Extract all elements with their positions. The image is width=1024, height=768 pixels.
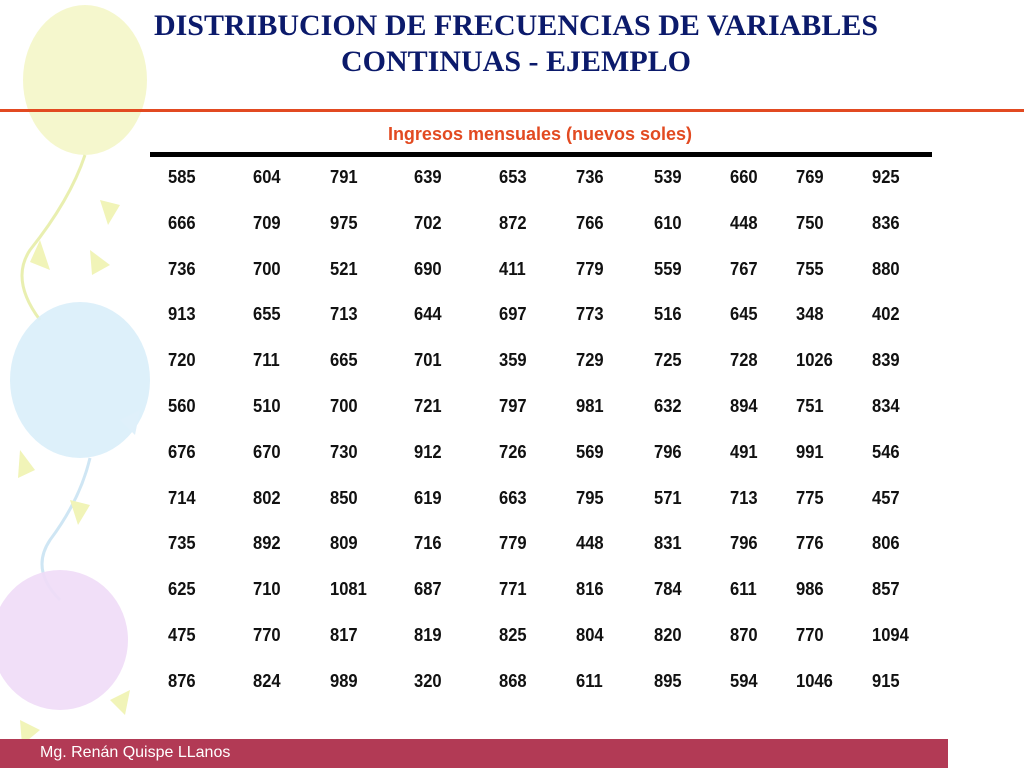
table-row: [150, 157, 932, 203]
table-cell: 880: [872, 258, 900, 279]
table-cell: 702: [414, 212, 442, 233]
table-row: [150, 661, 932, 707]
table-cell: 770: [253, 624, 281, 645]
table-cell: 791: [330, 167, 358, 187]
table-cell: 797: [499, 395, 527, 416]
table-cell: 713: [330, 304, 358, 325]
table-cell: 516: [654, 304, 682, 325]
table-cell: 729: [576, 350, 604, 371]
table-cell: 655: [253, 304, 281, 325]
table-caption: Ingresos mensuales (nuevos soles): [387, 124, 693, 144]
table-cell: 539: [654, 167, 682, 187]
table-cell: 448: [576, 533, 604, 554]
table-cell: 665: [330, 350, 358, 371]
table-cell: 872: [499, 212, 527, 233]
slide-title-line-2: CONTINUAS - EJEMPLO: [340, 45, 692, 78]
table-cell: 836: [872, 212, 900, 233]
table-cell: 710: [253, 579, 281, 600]
table-cell: 348: [796, 304, 824, 325]
table-cell: 713: [730, 487, 758, 508]
table-cell: 770: [796, 624, 824, 645]
table-cell: 817: [330, 624, 358, 645]
table-cell: 986: [796, 579, 824, 600]
table-cell: 795: [576, 487, 604, 508]
footer-author: Mg. Renán Quispe LLanos: [40, 744, 231, 761]
table-cell: 1081: [330, 579, 367, 600]
table-cell: 730: [330, 441, 358, 462]
table-cell: 709: [253, 212, 281, 233]
table-row: [150, 523, 932, 569]
table-cell: 796: [730, 533, 758, 554]
table-cell: 701: [414, 350, 442, 371]
table-cell: 521: [330, 258, 358, 279]
table-cell: 831: [654, 533, 682, 554]
income-data-table: [150, 157, 932, 707]
table-cell: 700: [253, 258, 281, 279]
table-cell: 868: [499, 670, 527, 691]
table-cell: 714: [168, 487, 196, 508]
table-row: [150, 615, 932, 661]
table-cell: 779: [499, 533, 527, 554]
table-cell: 975: [330, 212, 358, 233]
table-cell: 876: [168, 670, 196, 691]
table-cell: 619: [414, 487, 442, 508]
table-cell: 359: [499, 350, 527, 371]
table-row: [150, 203, 932, 249]
table-cell: 912: [414, 441, 442, 462]
table-cell: 726: [499, 441, 527, 462]
table-cell: 546: [872, 441, 900, 462]
table-cell: 690: [414, 258, 442, 279]
table-cell: 720: [168, 350, 196, 371]
table-cell: 491: [730, 441, 758, 462]
table-cell: 870: [730, 624, 758, 645]
table-cell: 604: [253, 167, 281, 187]
table-cell: 784: [654, 579, 682, 600]
table-cell: 645: [730, 304, 758, 325]
table-cell: 687: [414, 579, 442, 600]
table-cell: 925: [872, 167, 900, 187]
table-cell: 981: [576, 395, 604, 416]
table-cell: 700: [330, 395, 358, 416]
table-row: [150, 249, 932, 295]
table-cell: 767: [730, 258, 758, 279]
table-cell: 913: [168, 304, 196, 325]
table-cell: 611: [730, 579, 757, 600]
table-cell: 585: [168, 167, 196, 187]
table-cell: 736: [576, 167, 604, 187]
table-cell: 735: [168, 533, 196, 554]
table-cell: 725: [654, 350, 682, 371]
table-cell: 569: [576, 441, 604, 462]
table-cell: 653: [499, 167, 527, 187]
table-cell: 750: [796, 212, 824, 233]
table-cell: 676: [168, 441, 196, 462]
table-cell: 796: [654, 441, 682, 462]
table-cell: 559: [654, 258, 682, 279]
table-cell: 510: [253, 395, 281, 416]
table-cell: 894: [730, 395, 758, 416]
table-cell: 1046: [796, 670, 833, 691]
table-cell: 697: [499, 304, 527, 325]
table-cell: 320: [414, 670, 442, 691]
table-cell: 402: [872, 304, 900, 325]
title-divider: [0, 109, 1024, 112]
table-cell: 736: [168, 258, 196, 279]
table-row: [150, 294, 932, 340]
table-cell: 766: [576, 212, 604, 233]
table-cell: 721: [414, 395, 442, 416]
table-cell: 802: [253, 487, 281, 508]
table-cell: 816: [576, 579, 604, 600]
table-row: [150, 478, 932, 524]
table-cell: 895: [654, 670, 682, 691]
table-row: [150, 569, 932, 615]
table-row: [150, 432, 932, 478]
table-cell: 857: [872, 579, 900, 600]
table-cell: 824: [253, 670, 281, 691]
table-cell: 448: [730, 212, 758, 233]
slide-title-line-1: DISTRIBUCION DE FRECUENCIAS DE VARIABLES: [153, 9, 879, 42]
table-cell: 644: [414, 304, 442, 325]
slide-title: [60, 8, 972, 80]
table-cell: 625: [168, 579, 196, 600]
table-cell: 820: [654, 624, 682, 645]
table-cell: 594: [730, 670, 758, 691]
table-cell: 779: [576, 258, 604, 279]
table-cell: 825: [499, 624, 527, 645]
table-cell: 776: [796, 533, 824, 554]
table-cell: 806: [872, 533, 900, 554]
table-cell: 839: [872, 350, 900, 371]
table-cell: 611: [576, 670, 603, 691]
table-cell: 411: [499, 258, 526, 279]
table-cell: 475: [168, 624, 196, 645]
table-cell: 892: [253, 533, 281, 554]
table-cell: 716: [414, 533, 442, 554]
table-cell: 457: [872, 487, 900, 508]
table-cell: 660: [730, 167, 758, 187]
table-cell: 809: [330, 533, 358, 554]
table-cell: 711: [253, 350, 280, 371]
table-cell: 571: [654, 487, 682, 508]
table-cell: 755: [796, 258, 824, 279]
table-cell: 769: [796, 167, 824, 187]
table-cell: 915: [872, 670, 900, 691]
table-cell: 989: [330, 670, 358, 691]
table-cell: 1026: [796, 350, 833, 371]
table-cell: 632: [654, 395, 682, 416]
table-cell: 560: [168, 395, 196, 416]
table-cell: 773: [576, 304, 604, 325]
table-cell: 670: [253, 441, 281, 462]
table-cell: 610: [654, 212, 682, 233]
table-cell: 1094: [872, 624, 909, 645]
table-cell: 991: [796, 441, 824, 462]
table-cell: 751: [796, 395, 824, 416]
table-cell: 804: [576, 624, 604, 645]
table-cell: 663: [499, 487, 527, 508]
table-cell: 728: [730, 350, 758, 371]
table-cell: 850: [330, 487, 358, 508]
table-cell: 834: [872, 395, 900, 416]
table-cell: 775: [796, 487, 824, 508]
table-cell: 771: [499, 579, 527, 600]
table-cell: 819: [414, 624, 442, 645]
table-cell: 639: [414, 167, 442, 187]
table-row: [150, 386, 932, 432]
table-row: [150, 340, 932, 386]
table-cell: 666: [168, 212, 196, 233]
